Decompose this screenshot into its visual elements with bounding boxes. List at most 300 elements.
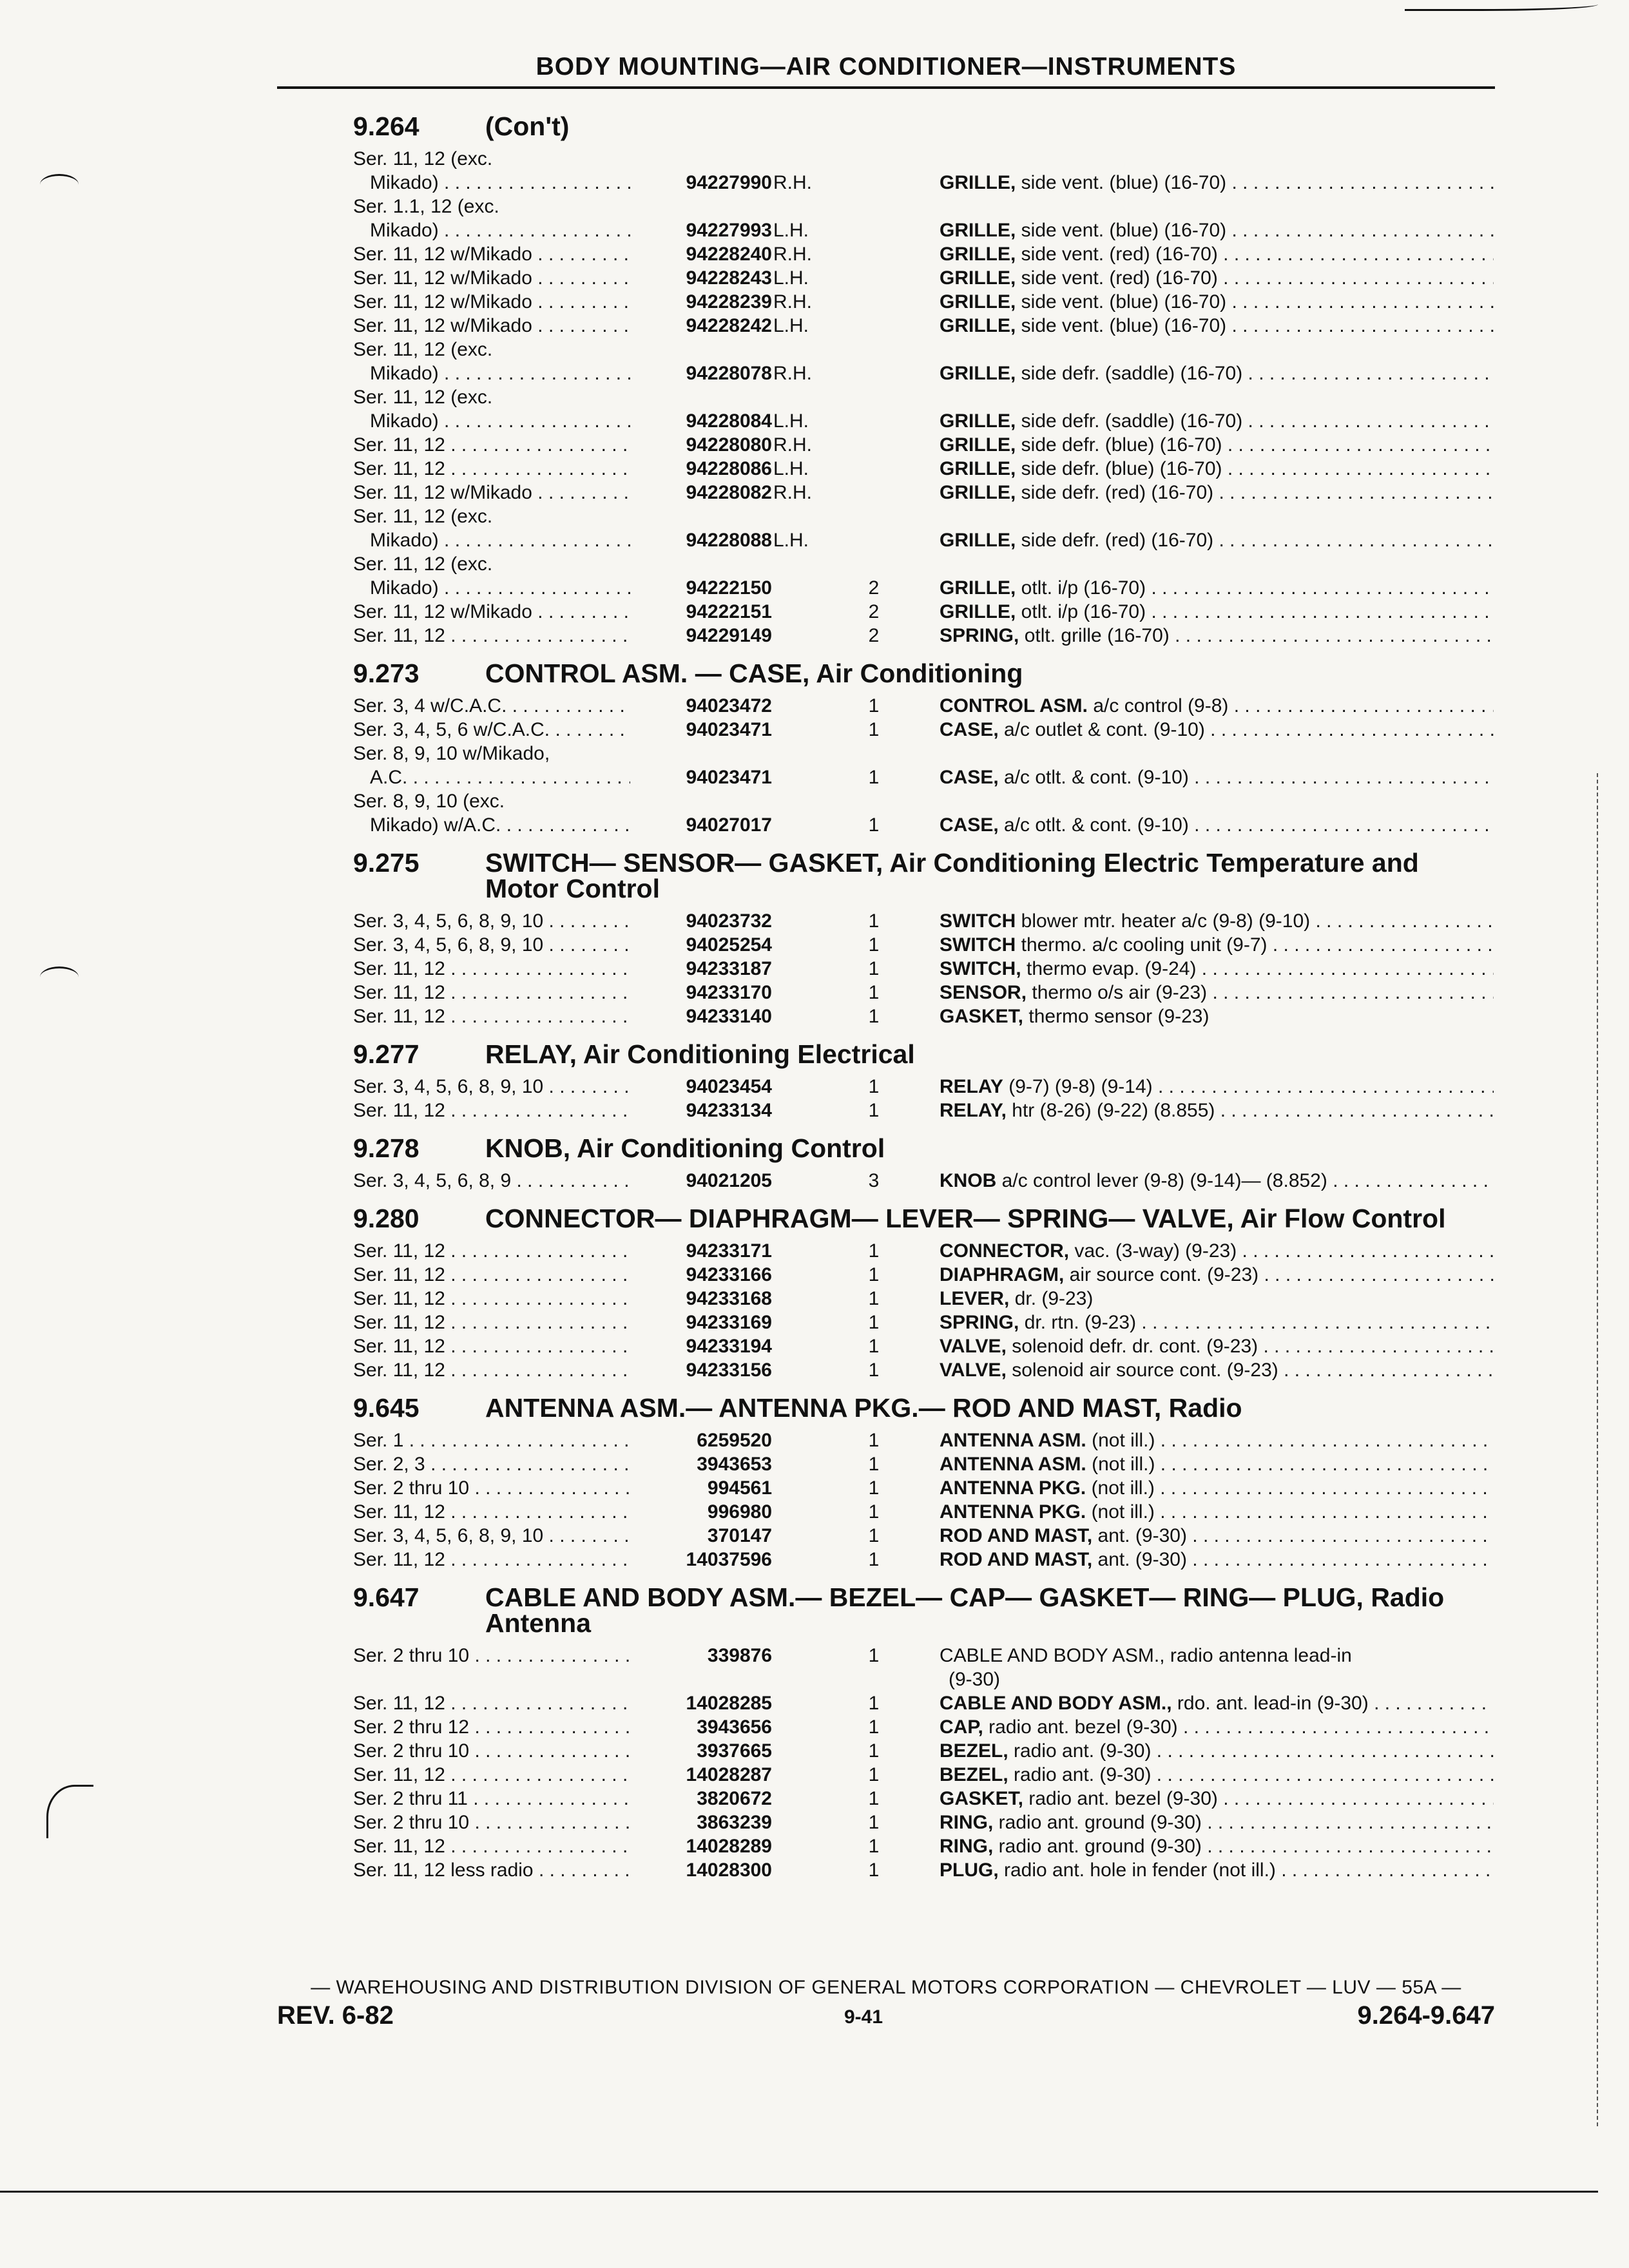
part-name: CASE, bbox=[940, 719, 999, 740]
leader-dots bbox=[439, 577, 630, 599]
usage-line: Ser. 2 thru 10 bbox=[353, 1740, 470, 1762]
part-row bbox=[353, 195, 1500, 242]
leader-dots bbox=[1258, 1264, 1494, 1285]
quantity: 1 bbox=[868, 1264, 880, 1285]
usage-cell bbox=[353, 1311, 630, 1334]
usage-cell bbox=[353, 314, 630, 338]
leader-dots bbox=[1205, 719, 1494, 740]
description bbox=[940, 242, 1494, 266]
section-heading: ANTENNA ASM.— ANTENNA PKG.— ROD AND MAST, Radio bbox=[485, 1393, 1242, 1423]
part-number: 94233170 bbox=[686, 982, 772, 1003]
section-title bbox=[353, 1041, 1500, 1067]
usage-cell bbox=[353, 552, 630, 600]
usage-cell bbox=[353, 1358, 630, 1382]
part-detail: radio ant. hole in fender (not ill.) bbox=[998, 1860, 1276, 1881]
quantity: 1 bbox=[868, 1312, 880, 1333]
part-number: 6259520 bbox=[697, 1430, 772, 1451]
usage-text bbox=[353, 1787, 630, 1811]
part-detail: a/c otlt. & cont. (9-10) bbox=[998, 767, 1189, 788]
leader-dots bbox=[506, 695, 630, 716]
leader-dots bbox=[445, 1693, 630, 1714]
usage-cell bbox=[353, 1476, 630, 1500]
usage-line: Ser. 1 bbox=[353, 1430, 404, 1451]
description-line bbox=[940, 1644, 1494, 1667]
section-number: 9.275 bbox=[353, 848, 419, 878]
usage-line: Ser. 3, 4, 5, 6, 8, 9, 10 bbox=[353, 910, 544, 932]
usage-cell bbox=[353, 1287, 630, 1311]
part-name: KNOB bbox=[940, 1170, 997, 1191]
usage-cell bbox=[353, 718, 630, 742]
usage-text bbox=[353, 290, 630, 314]
usage-text bbox=[353, 1476, 630, 1500]
usage-line: Ser. 2 thru 10 bbox=[353, 1645, 470, 1666]
part-row bbox=[353, 718, 1500, 742]
usage-cell bbox=[353, 1099, 630, 1122]
usage-cell bbox=[353, 1787, 630, 1811]
part-number: 94023471 bbox=[686, 767, 772, 788]
part-number: 3937665 bbox=[697, 1740, 772, 1762]
part-row bbox=[353, 1334, 1500, 1358]
part-number: 94023454 bbox=[686, 1076, 772, 1097]
usage-line: Ser. 11, 12 bbox=[353, 1100, 445, 1121]
usage-line: Ser. 2 thru 10 bbox=[353, 1477, 470, 1499]
usage-cell bbox=[353, 385, 630, 433]
quantity: 1 bbox=[868, 1430, 880, 1451]
description bbox=[940, 765, 1494, 789]
usage-line: Ser. 11, 12 bbox=[353, 1764, 445, 1785]
usage-text bbox=[353, 457, 630, 481]
part-row bbox=[353, 909, 1500, 933]
usage-text bbox=[353, 624, 630, 648]
description bbox=[940, 1099, 1494, 1122]
part-number: 94222151 bbox=[686, 601, 772, 622]
usage-text bbox=[353, 1334, 630, 1358]
footer-page-number: 9-41 bbox=[844, 2006, 883, 2028]
part-row bbox=[353, 457, 1500, 481]
part-detail: rdo. ant. lead-in (9-30) . bbox=[1171, 1693, 1380, 1714]
leader-dots bbox=[1226, 315, 1494, 336]
part-number: 94233134 bbox=[686, 1100, 772, 1121]
usage-text bbox=[353, 481, 630, 505]
part-row bbox=[353, 1644, 1500, 1691]
leader-dots bbox=[1226, 291, 1494, 312]
leader-dots bbox=[532, 244, 630, 265]
part-detail: ant. (9-30) bbox=[1092, 1525, 1187, 1546]
description bbox=[940, 1287, 1494, 1311]
part-name: RELAY, bbox=[940, 1100, 1007, 1121]
part-name: CABLE AND BODY ASM., bbox=[940, 1693, 1172, 1714]
usage-text bbox=[353, 1691, 630, 1715]
part-name: CONNECTOR, bbox=[940, 1240, 1070, 1262]
leader-dots bbox=[532, 601, 630, 622]
quantity: 1 bbox=[868, 719, 880, 740]
part-number: 94228080 bbox=[686, 434, 772, 456]
part-name: GASKET, bbox=[940, 1788, 1024, 1809]
part-number: 94228240 bbox=[686, 244, 772, 265]
side-indicator: L.H. bbox=[773, 315, 809, 336]
quantity: 1 bbox=[868, 958, 880, 979]
right-edge-mark bbox=[1597, 773, 1598, 2126]
leader-dots bbox=[1187, 1549, 1494, 1570]
usage-text bbox=[353, 1739, 630, 1763]
section-heading: CONTROL ASM. — CASE, Air Conditioning bbox=[485, 658, 1023, 688]
usage-text bbox=[353, 147, 630, 171]
leader-dots bbox=[445, 958, 630, 979]
part-row bbox=[353, 552, 1500, 600]
usage-line: Ser. 3, 4, 5, 6 w/C.A.C. bbox=[353, 719, 550, 740]
usage-line: Ser. 3, 4, 5, 6, 8, 9, 10 bbox=[353, 1525, 544, 1546]
part-detail: solenoid defr. dr. cont. (9-23) bbox=[1006, 1336, 1258, 1357]
usage-line: Ser. 11, 12 less radio bbox=[353, 1860, 534, 1881]
usage-cell bbox=[353, 1644, 630, 1667]
usage-text bbox=[353, 1500, 630, 1524]
usage-line: Ser. 11, 12 w/Mikado bbox=[353, 267, 532, 289]
part-detail: a/c control (9-8) bbox=[1088, 695, 1229, 716]
part-detail: thermo sensor (9-23) bbox=[1023, 1006, 1210, 1027]
leader-dots bbox=[532, 267, 630, 289]
description bbox=[940, 718, 1494, 742]
part-name: ANTENNA ASM. bbox=[940, 1430, 1086, 1451]
part-name: SPRING, bbox=[940, 1312, 1019, 1333]
description bbox=[940, 1169, 1494, 1193]
section-number: 9.264 bbox=[353, 111, 419, 141]
leader-dots bbox=[1276, 1860, 1494, 1881]
leader-dots bbox=[1242, 410, 1494, 432]
usage-text bbox=[353, 1287, 630, 1311]
part-name: BEZEL, bbox=[940, 1740, 1008, 1762]
description bbox=[940, 1476, 1494, 1500]
part-detail: side defr. (blue) (16-70) bbox=[1016, 434, 1222, 456]
leader-dots bbox=[469, 1716, 630, 1738]
usage-text bbox=[353, 1548, 630, 1571]
part-row bbox=[353, 1691, 1500, 1715]
leader-dots bbox=[445, 458, 630, 479]
leader-dots bbox=[1146, 601, 1494, 622]
usage-text bbox=[353, 1169, 630, 1193]
usage-line: Mikado) bbox=[370, 363, 439, 384]
side-indicator: R.H. bbox=[773, 291, 812, 312]
leader-dots bbox=[1189, 814, 1494, 836]
usage-line: Ser. 2 thru 10 bbox=[353, 1812, 470, 1833]
part-detail: side defr. (red) (16-70) bbox=[1016, 482, 1214, 503]
usage-text bbox=[353, 789, 630, 813]
usage-cell bbox=[353, 933, 630, 957]
part-number: 3820672 bbox=[697, 1788, 772, 1809]
part-number: 94233171 bbox=[686, 1240, 772, 1262]
leader-dots bbox=[1327, 1170, 1494, 1191]
part-row bbox=[353, 1428, 1500, 1452]
leader-dots bbox=[469, 1645, 630, 1666]
usage-line: Ser. 11, 12 bbox=[353, 1336, 445, 1357]
side-indicator: L.H. bbox=[773, 458, 809, 479]
usage-line: A.C. bbox=[370, 767, 408, 788]
leader-dots bbox=[1379, 1693, 1494, 1714]
leader-dots bbox=[543, 1076, 630, 1097]
leader-dots bbox=[1215, 1100, 1494, 1121]
part-number: 3943653 bbox=[697, 1454, 772, 1475]
leader-dots bbox=[543, 1525, 630, 1546]
section-title bbox=[353, 1395, 1500, 1421]
leader-dots bbox=[1153, 1076, 1494, 1097]
quantity: 1 bbox=[868, 1288, 880, 1309]
part-detail: ant. (9-30) bbox=[1092, 1549, 1187, 1570]
leader-dots bbox=[1213, 482, 1494, 503]
usage-line: Ser. 11, 12 bbox=[353, 982, 445, 1003]
part-row bbox=[353, 1500, 1500, 1524]
punch-mark-2 bbox=[40, 966, 79, 988]
part-row bbox=[353, 1075, 1500, 1099]
leader-dots bbox=[1226, 172, 1494, 193]
section-title bbox=[353, 660, 1500, 686]
leader-dots bbox=[1218, 1788, 1494, 1809]
description bbox=[940, 528, 1494, 552]
usage-text bbox=[353, 1811, 630, 1834]
description bbox=[940, 481, 1494, 505]
description bbox=[940, 1500, 1494, 1524]
part-name: RELAY bbox=[940, 1076, 1003, 1097]
part-detail: radio antenna lead-in bbox=[1164, 1645, 1352, 1666]
usage-cell bbox=[353, 266, 630, 290]
part-name: CASE, bbox=[940, 814, 999, 836]
leader-dots bbox=[445, 434, 630, 456]
leader-dots bbox=[550, 719, 630, 740]
part-detail: side defr. (saddle) (16-70) bbox=[1016, 410, 1243, 432]
leader-dots bbox=[1196, 958, 1494, 979]
section-title bbox=[353, 1206, 1500, 1231]
part-row bbox=[353, 242, 1500, 266]
part-number: 14037596 bbox=[686, 1549, 772, 1570]
part-name: GRILLE, bbox=[940, 601, 1016, 622]
usage-line: Ser. 3, 4, 5, 6, 8, 9 bbox=[353, 1170, 512, 1191]
leader-dots bbox=[1237, 1240, 1494, 1262]
leader-dots bbox=[1170, 625, 1494, 646]
part-detail: air source cont. (9-23) bbox=[1064, 1264, 1259, 1285]
usage-cell bbox=[353, 694, 630, 718]
quantity: 3 bbox=[868, 1170, 880, 1191]
quantity: 1 bbox=[868, 1076, 880, 1097]
description bbox=[940, 1311, 1494, 1334]
quantity: 1 bbox=[868, 1693, 880, 1714]
quantity: 1 bbox=[868, 1100, 880, 1121]
side-indicator: L.H. bbox=[773, 530, 809, 551]
part-number: 94025254 bbox=[686, 934, 772, 956]
part-row bbox=[353, 1715, 1500, 1739]
description bbox=[940, 1739, 1494, 1763]
usage-text bbox=[353, 1263, 630, 1287]
part-name: GRILLE, bbox=[940, 458, 1016, 479]
usage-cell bbox=[353, 290, 630, 314]
leader-dots bbox=[1228, 695, 1494, 716]
usage-cell bbox=[353, 1811, 630, 1834]
leader-dots bbox=[1226, 220, 1494, 241]
usage-line: Ser. 11, 12 (exc. bbox=[353, 506, 493, 527]
part-row bbox=[353, 433, 1500, 457]
part-name: CAP, bbox=[940, 1716, 983, 1738]
leader-dots bbox=[532, 291, 630, 312]
part-detail: dr. rtn. (9-23) bbox=[1019, 1312, 1137, 1333]
usage-line: Ser. 11, 12 bbox=[353, 1360, 445, 1381]
part-number: 14028285 bbox=[686, 1693, 772, 1714]
leader-dots bbox=[532, 315, 630, 336]
part-number: 94227990 bbox=[686, 172, 772, 193]
leader-dots bbox=[1155, 1477, 1494, 1499]
description bbox=[940, 1691, 1494, 1715]
quantity: 1 bbox=[868, 695, 880, 716]
part-name: RING, bbox=[940, 1812, 994, 1833]
part-number: 94222150 bbox=[686, 577, 772, 599]
leader-dots bbox=[445, 982, 630, 1003]
part-row bbox=[353, 981, 1500, 1004]
part-row bbox=[353, 1452, 1500, 1476]
usage-cell bbox=[353, 1239, 630, 1263]
part-detail: radio ant. bezel (9-30) bbox=[1023, 1788, 1218, 1809]
usage-line: Ser. 11, 12 (exc. bbox=[353, 553, 493, 575]
part-number: 14028287 bbox=[686, 1764, 772, 1785]
usage-line: Ser. 8, 9, 10 w/Mikado, bbox=[353, 743, 550, 764]
part-row bbox=[353, 789, 1500, 837]
part-row bbox=[353, 1169, 1500, 1193]
part-row bbox=[353, 505, 1500, 552]
part-row bbox=[353, 338, 1500, 385]
leader-dots bbox=[1268, 934, 1494, 956]
usage-text bbox=[353, 195, 630, 218]
leader-dots bbox=[468, 1788, 630, 1809]
usage-cell bbox=[353, 1715, 630, 1739]
part-name: ANTENNA PKG. bbox=[940, 1501, 1086, 1523]
usage-text bbox=[353, 528, 630, 552]
section-heading: RELAY, Air Conditioning Electrical bbox=[485, 1039, 915, 1069]
part-name: GRILLE, bbox=[940, 434, 1016, 456]
leader-dots bbox=[1151, 1764, 1494, 1785]
part-name: GRILLE, bbox=[940, 410, 1016, 432]
part-number: 94228084 bbox=[686, 410, 772, 432]
usage-text bbox=[353, 981, 630, 1004]
part-number: 94228078 bbox=[686, 363, 772, 384]
leader-dots bbox=[1218, 244, 1494, 265]
usage-line: Mikado) bbox=[370, 410, 439, 432]
quantity: 1 bbox=[868, 1525, 880, 1546]
leader-dots bbox=[445, 1240, 630, 1262]
section-number: 9.647 bbox=[353, 1582, 419, 1612]
part-name: GRILLE, bbox=[940, 363, 1016, 384]
part-number: 996980 bbox=[707, 1501, 772, 1523]
part-row bbox=[353, 1239, 1500, 1263]
part-name: ROD AND MAST, bbox=[940, 1525, 1093, 1546]
part-detail: side vent. (blue) (16-70) bbox=[1016, 291, 1227, 312]
usage-text bbox=[353, 1428, 630, 1452]
side-indicator: L.H. bbox=[773, 267, 809, 289]
part-name: VALVE, bbox=[940, 1336, 1007, 1357]
leader-dots bbox=[1202, 1812, 1494, 1833]
usage-line: Ser. 11, 12 bbox=[353, 1240, 445, 1262]
quantity: 1 bbox=[868, 1360, 880, 1381]
parts-list bbox=[353, 113, 1500, 1882]
usage-line: Ser. 11, 12 w/Mikado bbox=[353, 244, 532, 265]
leader-dots bbox=[1278, 1360, 1494, 1381]
section-number: 9.277 bbox=[353, 1039, 419, 1069]
usage-text bbox=[353, 718, 630, 742]
description bbox=[940, 981, 1494, 1004]
description-line bbox=[940, 1667, 1494, 1691]
description bbox=[940, 1811, 1494, 1834]
part-name: SWITCH bbox=[940, 934, 1016, 956]
part-name: GRILLE, bbox=[940, 577, 1016, 599]
usage-line: Ser. 2 thru 11 bbox=[353, 1788, 468, 1809]
side-indicator: L.H. bbox=[773, 220, 809, 241]
description bbox=[940, 1358, 1494, 1382]
usage-cell bbox=[353, 433, 630, 457]
leader-dots bbox=[1202, 1836, 1494, 1857]
usage-cell bbox=[353, 1834, 630, 1858]
quantity: 1 bbox=[868, 1477, 880, 1499]
footer-range: 9.264-9.647 bbox=[1357, 2001, 1495, 2030]
part-name: PLUG, bbox=[940, 1860, 999, 1881]
quantity: 1 bbox=[868, 982, 880, 1003]
leader-dots bbox=[439, 172, 630, 193]
description bbox=[940, 171, 1494, 195]
section-number: 9.280 bbox=[353, 1204, 419, 1233]
usage-text bbox=[353, 505, 630, 528]
header-rule bbox=[277, 86, 1495, 89]
quantity: 1 bbox=[868, 1549, 880, 1570]
quantity: 1 bbox=[868, 1336, 880, 1357]
part-detail: radio ant. ground (9-30) bbox=[993, 1836, 1202, 1857]
usage-text bbox=[353, 1644, 630, 1667]
description bbox=[940, 1004, 1494, 1028]
part-row bbox=[353, 147, 1500, 195]
usage-cell bbox=[353, 909, 630, 933]
leader-dots bbox=[445, 625, 630, 646]
usage-cell bbox=[353, 600, 630, 624]
part-detail: radio ant. (9-30) bbox=[1008, 1740, 1152, 1762]
usage-line: Ser. 11, 12 bbox=[353, 1549, 445, 1570]
part-number: 94027017 bbox=[686, 814, 772, 836]
leader-dots bbox=[445, 1264, 630, 1285]
usage-cell bbox=[353, 1169, 630, 1193]
part-row bbox=[353, 1548, 1500, 1571]
usage-line: Ser. 11, 12 bbox=[353, 625, 445, 646]
usage-line: Ser. 11, 12 (exc. bbox=[353, 387, 493, 408]
section-heading: CABLE AND BODY ASM.— BEZEL— CAP— GASKET— RING— PLUG, Radio Antenna bbox=[485, 1582, 1445, 1638]
leader-dots bbox=[534, 1860, 630, 1881]
usage-text bbox=[353, 1452, 630, 1476]
part-name: ANTENNA ASM. bbox=[940, 1454, 1086, 1475]
usage-line: Ser. 11, 12 bbox=[353, 1288, 445, 1309]
part-detail: a/c otlt. & cont. (9-10) bbox=[998, 814, 1189, 836]
leader-dots bbox=[1258, 1336, 1494, 1357]
part-detail: otlt. grille (16-70) bbox=[1019, 625, 1170, 646]
bottom-rule bbox=[0, 2191, 1598, 2193]
description bbox=[940, 433, 1494, 457]
leader-dots bbox=[501, 814, 630, 836]
usage-cell bbox=[353, 981, 630, 1004]
leader-dots bbox=[445, 1549, 630, 1570]
usage-line: Ser. 11, 12 bbox=[353, 1836, 445, 1857]
usage-cell bbox=[353, 1739, 630, 1763]
part-name: SPRING, bbox=[940, 625, 1019, 646]
side-indicator: R.H. bbox=[773, 434, 812, 456]
description bbox=[940, 600, 1494, 624]
section-title bbox=[353, 1584, 1500, 1636]
leader-dots bbox=[1155, 1454, 1494, 1475]
part-detail: side vent. (blue) (16-70) bbox=[1016, 220, 1227, 241]
section-heading: CONNECTOR— DIAPHRAGM— LEVER— SPRING— VALVE, Air Flow Control bbox=[485, 1204, 1446, 1233]
usage-text bbox=[353, 742, 630, 765]
part-name: GRILLE, bbox=[940, 172, 1016, 193]
usage-cell bbox=[353, 1334, 630, 1358]
part-detail: a/c control lever (9-8) (9-14)— (8.852) bbox=[996, 1170, 1327, 1191]
usage-line: Ser. 11, 12 bbox=[353, 458, 445, 479]
